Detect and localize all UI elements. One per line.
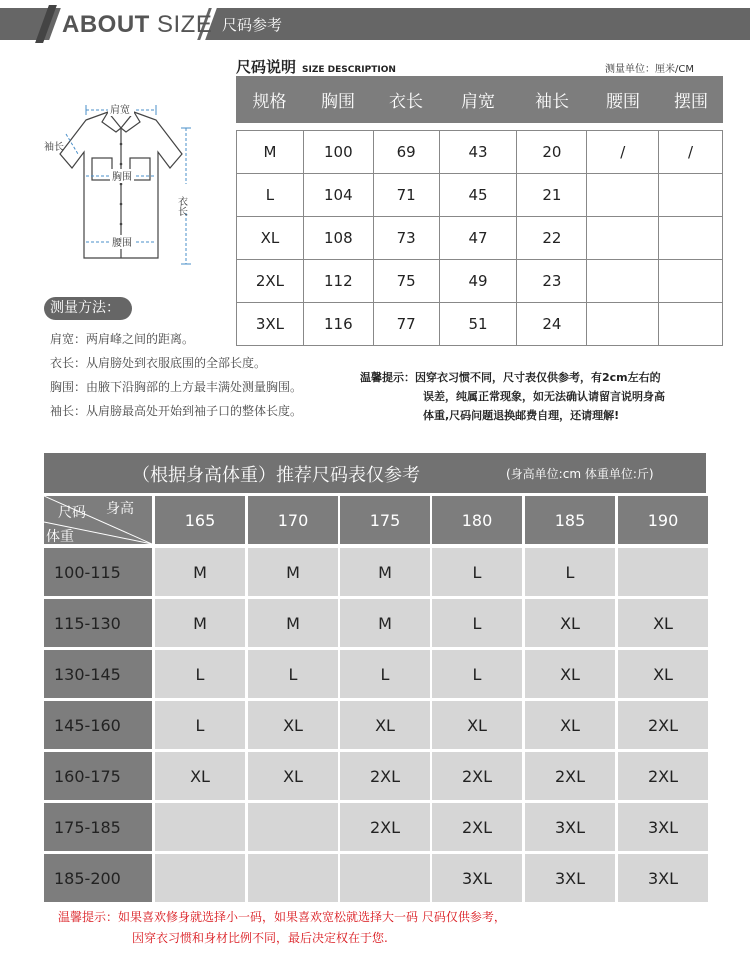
recommend-size-cell: M [248, 548, 338, 596]
weight-row-label: 100-115 [44, 548, 152, 596]
recommend-unit: (身高单位:cm 体重单位:斤) [506, 467, 654, 481]
banner-cn-title: 尺码参考 [222, 16, 283, 34]
size-desc-cell: 116 [303, 303, 373, 346]
recommend-header [44, 453, 706, 493]
size-desc-cell: 100 [303, 131, 373, 174]
recommend-size-cell: 3XL [618, 854, 708, 902]
recommend-size-cell [248, 854, 338, 902]
recommend-size-cell: 3XL [618, 803, 708, 851]
size-desc-cell [659, 260, 723, 303]
size-desc-cell: 73 [373, 217, 439, 260]
tip-fit-line1: 温馨提示：如果喜欢修身就选择小一码，如果喜欢宽松就选择大一码 尺码仅供参考， [58, 910, 506, 924]
recommend-size-cell: XL [248, 701, 338, 749]
banner-about-bold: ABOUT [62, 11, 150, 38]
recommend-size-cell: L [248, 650, 338, 698]
size-desc-cell [587, 303, 659, 346]
recommend-size-cell: 2XL [340, 803, 430, 851]
corner-weight: 体重 [46, 529, 74, 544]
recommend-size-cell: XL [618, 650, 708, 698]
size-desc-header-cell: 规格 [252, 92, 287, 112]
banner-about-size [62, 11, 212, 39]
size-desc-header-cell: 腰围 [606, 92, 640, 112]
size-desc-cell: / [587, 131, 659, 174]
recommend-size-cell: M [248, 599, 338, 647]
tip-fit [58, 907, 506, 949]
recommend-size-cell: M [155, 599, 245, 647]
size-desc-cell: 47 [439, 217, 517, 260]
method-shoulder: 肩宽：两肩峰之间的距离。 [50, 332, 195, 346]
shoulder-label: 肩宽 [110, 105, 130, 116]
recommend-size-cell: 2XL [618, 752, 708, 800]
corner-height: 身高 [106, 501, 134, 517]
size-desc-cell [587, 174, 659, 217]
size-desc-cell: 104 [303, 174, 373, 217]
size-desc-row [237, 260, 723, 303]
recommend-size-cell: M [155, 548, 245, 596]
size-desc-cell [587, 260, 659, 303]
tip-notice-line3: 体重,尺码问题退换邮费自理，还请理解! [423, 409, 620, 422]
size-desc-cell: 24 [517, 303, 587, 346]
size-desc-cell [587, 217, 659, 260]
size-desc-cell: 49 [439, 260, 517, 303]
size-desc-cell: 23 [517, 260, 587, 303]
size-desc-cell: 71 [373, 174, 439, 217]
recommend-size-cell: 2XL [340, 752, 430, 800]
size-desc-row [237, 303, 723, 346]
size-desc-header [236, 76, 723, 123]
recommend-size-cell: M [340, 548, 430, 596]
size-desc-cell: 51 [439, 303, 517, 346]
weight-row-label: 185-200 [44, 854, 152, 902]
corner-size: 尺码 [58, 505, 86, 521]
size-desc-cell [659, 303, 723, 346]
recommend-size-cell: L [432, 650, 522, 698]
tip-notice-line1: 温馨提示：因穿衣习惯不同，尺寸表仅供参考，有2cm左右的 [360, 371, 661, 384]
shirt-pocket-left [92, 158, 112, 180]
header-banner [0, 8, 750, 40]
recommend-size-cell: 2XL [432, 752, 522, 800]
recommend-size-cell: XL [525, 701, 615, 749]
recommend-size-cell [248, 803, 338, 851]
recommend-size-cell: L [432, 599, 522, 647]
weight-row-label: 175-185 [44, 803, 152, 851]
size-desc-cell [659, 174, 723, 217]
size-desc-cell: 21 [517, 174, 587, 217]
size-desc-cell: L [237, 174, 304, 217]
weight-row-label: 130-145 [44, 650, 152, 698]
size-desc-cell: 75 [373, 260, 439, 303]
size-desc-cell: 45 [439, 174, 517, 217]
size-desc-header-cell: 袖长 [535, 92, 569, 112]
method-chest: 胸围：由腋下沿胸部的上方最丰满处测量胸围。 [50, 380, 303, 394]
recommend-size-cell [155, 803, 245, 851]
chest-label: 胸围 [112, 172, 132, 183]
recommend-size-cell: L [155, 701, 245, 749]
size-desc-table [236, 130, 723, 346]
sleeve-label: 袖长 [44, 142, 64, 153]
size-desc-cell: 77 [373, 303, 439, 346]
recommend-size-cell: 2XL [432, 803, 522, 851]
size-desc-row [237, 174, 723, 217]
recommend-size-cell: XL [432, 701, 522, 749]
recommend-size-cell: XL [155, 752, 245, 800]
size-desc-header-cell: 摆围 [674, 92, 708, 112]
recommend-size-cell: 3XL [525, 803, 615, 851]
recommend-size-cell: L [525, 548, 615, 596]
method-title: 测量方法： [44, 297, 132, 320]
size-desc-cell [659, 217, 723, 260]
recommend-size-cell [340, 854, 430, 902]
method-length: 衣长：从肩膀处到衣服底围的全部长度。 [50, 356, 267, 370]
size-desc-subtitle: SIZE DESCRIPTION [302, 65, 396, 75]
length-label: 衣长 [175, 196, 187, 216]
recommend-size-cell: 2XL [525, 752, 615, 800]
recommend-size-cell: L [340, 650, 430, 698]
weight-row-label: 115-130 [44, 599, 152, 647]
shirt-diagram [36, 92, 206, 272]
height-header-cell: 180 [432, 496, 522, 544]
recommend-corner [44, 496, 152, 544]
size-desc-title [236, 56, 396, 77]
size-desc-cell: M [237, 131, 304, 174]
tip-notice-line2: 误差，纯属正常现象，如无法确认请留言说明身高 [423, 390, 665, 403]
recommend-size-cell: XL [618, 599, 708, 647]
recommend-size-cell: XL [525, 650, 615, 698]
recommend-size-cell: XL [525, 599, 615, 647]
height-header-cell: 165 [155, 496, 245, 544]
size-desc-row [237, 217, 723, 260]
recommend-size-cell [155, 854, 245, 902]
recommend-size-cell: 3XL [525, 854, 615, 902]
size-desc-cell: 69 [373, 131, 439, 174]
method-sleeve: 袖长：从肩膀最高处开始到袖子口的整体长度。 [50, 404, 303, 418]
size-desc-cell: 22 [517, 217, 587, 260]
size-desc-unit: 测量单位：厘米/CM [605, 64, 694, 75]
size-desc-cell: 112 [303, 260, 373, 303]
recommend-size-cell [618, 548, 708, 596]
size-desc-title-cn: 尺码说明 [236, 58, 297, 76]
height-header-cell: 185 [525, 496, 615, 544]
size-desc-cell: 20 [517, 131, 587, 174]
size-desc-cell: / [659, 131, 723, 174]
size-desc-cell: 3XL [237, 303, 304, 346]
size-desc-header-cell: 胸围 [321, 92, 355, 112]
tip-fit-line2: 因穿衣习惯和身材比例不同，最后决定权在于您. [132, 931, 388, 945]
size-desc-cell: 2XL [237, 260, 304, 303]
size-desc-header-cell: 肩宽 [461, 92, 495, 112]
weight-row-label: 160-175 [44, 752, 152, 800]
height-header-cell: 190 [618, 496, 708, 544]
size-desc-cell: 43 [439, 131, 517, 174]
banner-about-light: SIZE [157, 11, 213, 38]
recommend-size-cell: L [155, 650, 245, 698]
size-desc-row [237, 131, 723, 174]
height-header-cell: 175 [340, 496, 430, 544]
size-desc-cell: 108 [303, 217, 373, 260]
waist-label: 腰围 [112, 238, 132, 249]
tip-notice [360, 368, 720, 425]
weight-row-label: 145-160 [44, 701, 152, 749]
size-desc-cell: XL [237, 217, 304, 260]
recommend-size-cell: L [432, 548, 522, 596]
recommend-size-cell: M [340, 599, 430, 647]
recommend-size-cell: 3XL [432, 854, 522, 902]
height-header-cell: 170 [248, 496, 338, 544]
recommend-size-cell: XL [340, 701, 430, 749]
recommend-size-cell: 2XL [618, 701, 708, 749]
recommend-title: （根据身高体重）推荐尺码表仅参考 [132, 465, 420, 486]
size-desc-header-cell: 衣长 [389, 92, 423, 112]
recommend-size-cell: XL [248, 752, 338, 800]
